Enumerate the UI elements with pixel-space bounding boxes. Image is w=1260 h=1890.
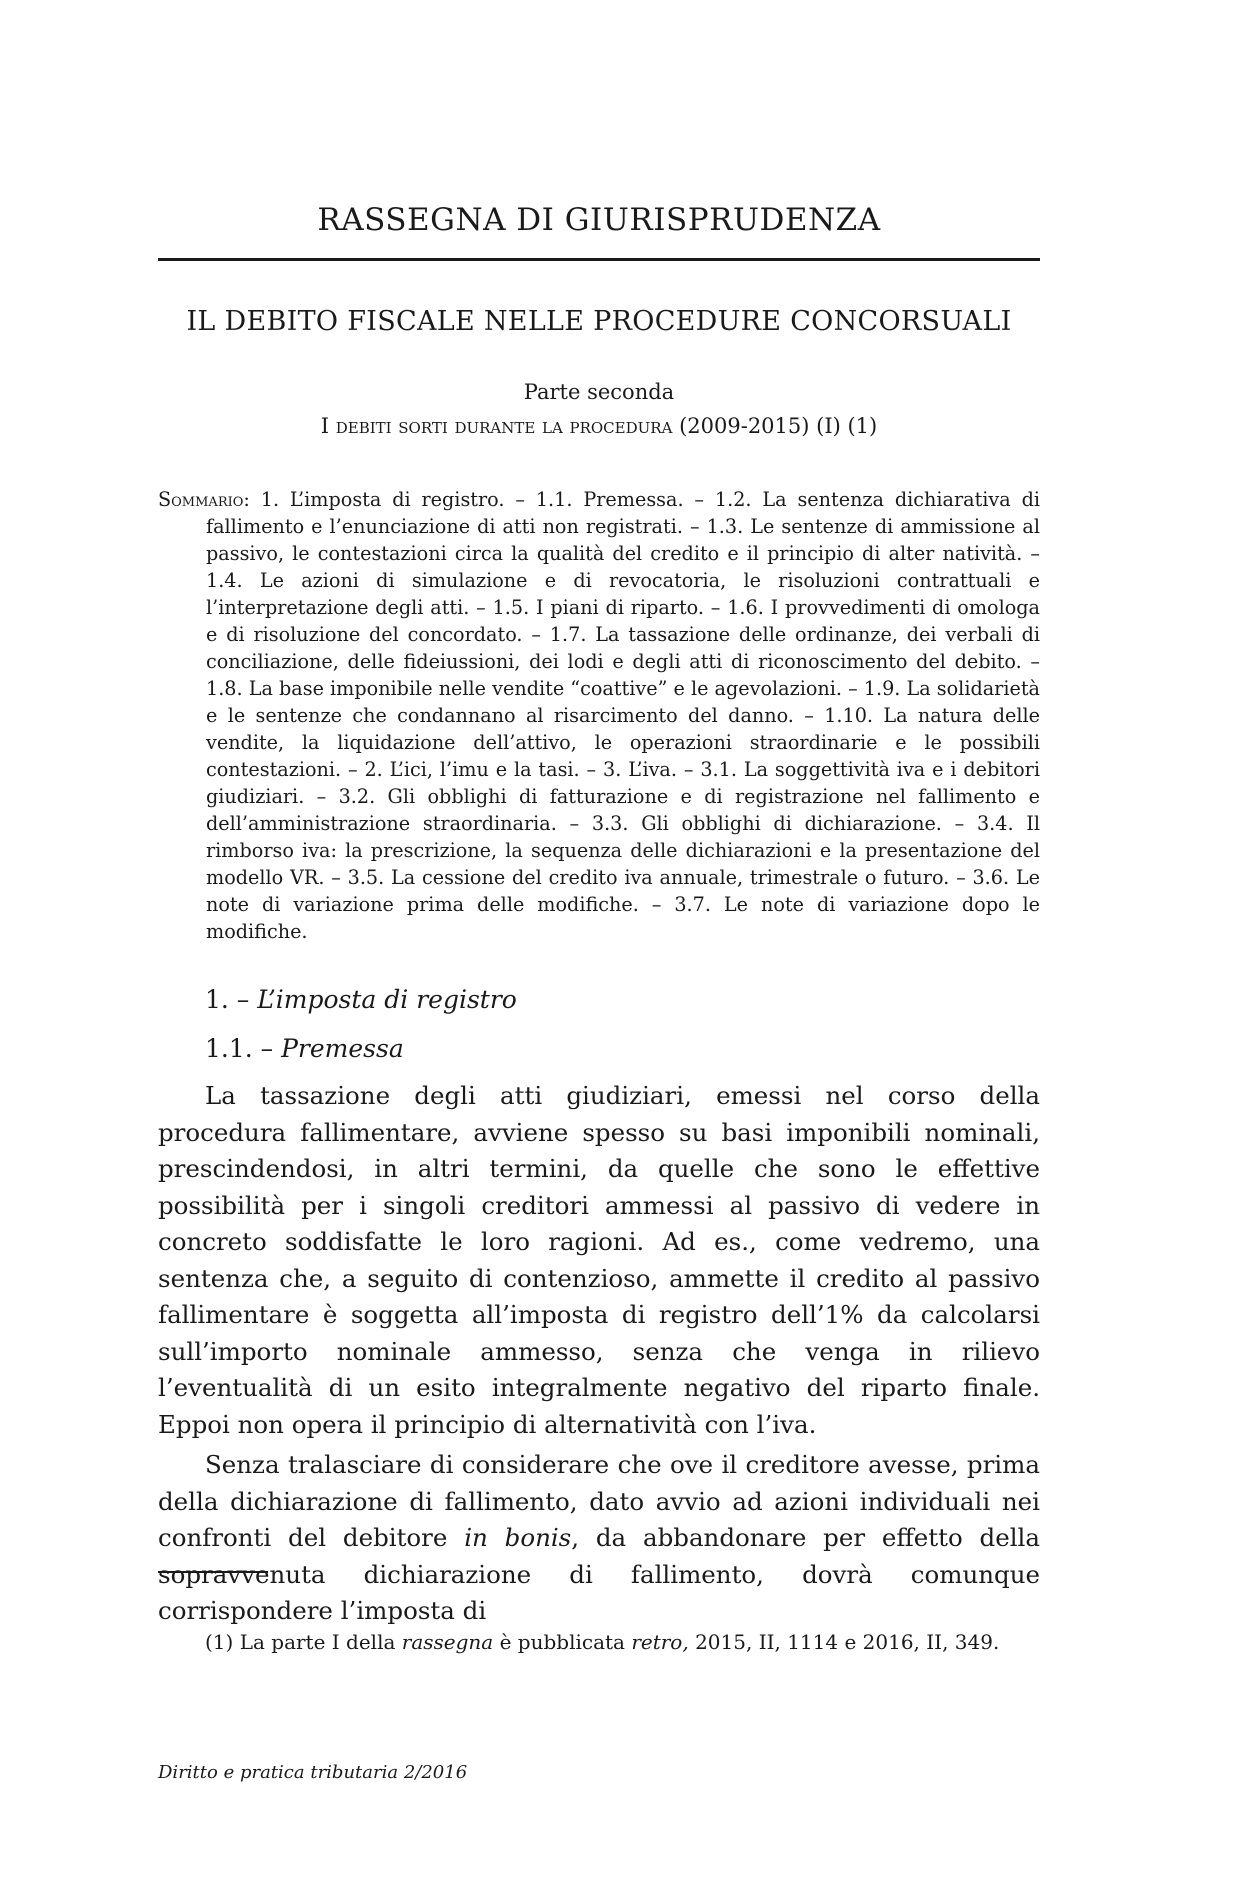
footnote-mark: (1): [205, 1630, 234, 1654]
heading-number: 1.1. –: [205, 1034, 282, 1063]
footnote-text-1: La parte I della: [233, 1630, 402, 1654]
footnote-italic-2: retro,: [631, 1630, 689, 1654]
footnote-rule: [158, 1571, 268, 1573]
heading-title: L’imposta di registro: [257, 985, 517, 1014]
summary-label: Sommario:: [158, 488, 250, 511]
paragraph-2-text-b: , da abbandonare per effetto della sopravvenuta dichiarazione di fallimento, dovrà comunque corrispondere l’imposta di: [158, 1523, 1040, 1625]
paragraph-2: [158, 1447, 1040, 1630]
footnote-text-2: è pubblicata: [493, 1630, 632, 1654]
summary-text: 1. L’imposta di registro. – 1.1. Premessa. – 1.2. La sentenza dichiarativa di fallimento e l’enunciazione di atti non registrati. – 1.3. Le sentenze di ammissione al passivo, le contestazioni circa la qualità del credito e il principio di alter natività. – 1.4. Le azioni di simulazione e di revocatoria, le risoluzioni contrattuali e l’interpretazione degli atti. – 1.5. I piani di riparto. – 1.6. I provvedimenti di omologa e di risoluzione del concordato. – 1.7. La tassazione delle ordinanze, dei verbali di conciliazione, delle fideiussioni, dei lodi e degli atti di riconoscimento del debito. – 1.8. La base imponibile nelle vendite “coattive” e le agevolazioni. – 1.9. La solidarietà e le sentenze che condannano al risarcimento del danno. – 1.10. La natura delle vendite, la liquidazione dell’attivo, le operazioni straordinarie e le possibili contestazioni. – 2. L’ici, l’imu e la tasi. – 3. L’iva. – 3.1. La soggettività iva e i debitori giudiziari. – 3.2. Gli obblighi di fatturazione e di registrazione nel fallimento e dell’amministrazione straordinaria. – 3.3. Gli obblighi di dichiarazione. – 3.4. Il rimborso iva: la prescrizione, la sequenza delle dichiarazioni e la presentazione del modello VR. – 3.5. La cessione del credito iva annuale, trimestrale o futuro. – 3.6. Le note di variazione prima delle modifiche. – 3.7. Le note di variazione dopo le modifiche.: [206, 488, 1040, 943]
paragraph-1: La tassazione degli atti giudiziari, emessi nel corso della procedura fallimentare, avviene spesso su basi imponibili nominali, prescindendosi, in altri termini, da quelle che sono le effettive possibilità per i singoli creditori ammessi al passivo di vedere in concreto soddisfatte le loro ragioni. Ad es., come vedremo, una sentenza che, a seguito di contenzioso, ammette il credito al passivo fallimentare è soggetta all’imposta di registro dell’1% da calcolarsi sull’importo nominale ammesso, senza che venga in rilievo l’eventualità di un esito integralmente negativo del riparto finale. Eppoi non opera il principio di alternatività con l’iva.: [158, 1081, 1040, 1439]
footnote-italic-1: rassegna: [401, 1630, 494, 1654]
paragraph-2-text-a: Senza tralasciare di considerare che ove il creditore avesse, prima della dichiarazione di fallimento, dato avvio ad azioni individuali nei confronti del debitore: [158, 1450, 1040, 1552]
subtitle-smallcaps: I debiti sorti durante la procedura: [320, 414, 673, 438]
heading-number: 1. –: [205, 985, 258, 1014]
footnote-text-3: 2015, II, 1114 e 2016, II, 349.: [688, 1630, 1000, 1654]
summary: [158, 486, 1040, 945]
header-rule: [158, 258, 1040, 261]
heading-title: Premessa: [281, 1034, 404, 1063]
article-subtitle: [158, 414, 1040, 438]
part-label: Parte seconda: [523, 380, 675, 404]
footnote: [205, 1630, 1040, 1654]
heading-section-1: [205, 985, 517, 1014]
heading-section-1-1: [205, 1034, 404, 1063]
subtitle-footnote-mark[interactable]: (1): [847, 414, 878, 438]
section-title: RASSEGNA DI GIURISPRUDENZA: [317, 202, 881, 238]
running-footer: Diritto e pratica tributaria 2/2016: [158, 1762, 468, 1783]
article-title: IL DEBITO FISCALE NELLE PROCEDURE CONCORSUALI: [186, 306, 1012, 337]
paragraph-2-italic: in bonis: [464, 1523, 572, 1552]
subtitle-rest: (2009-2015) (I): [672, 414, 848, 438]
body-text: [158, 1078, 1040, 1634]
